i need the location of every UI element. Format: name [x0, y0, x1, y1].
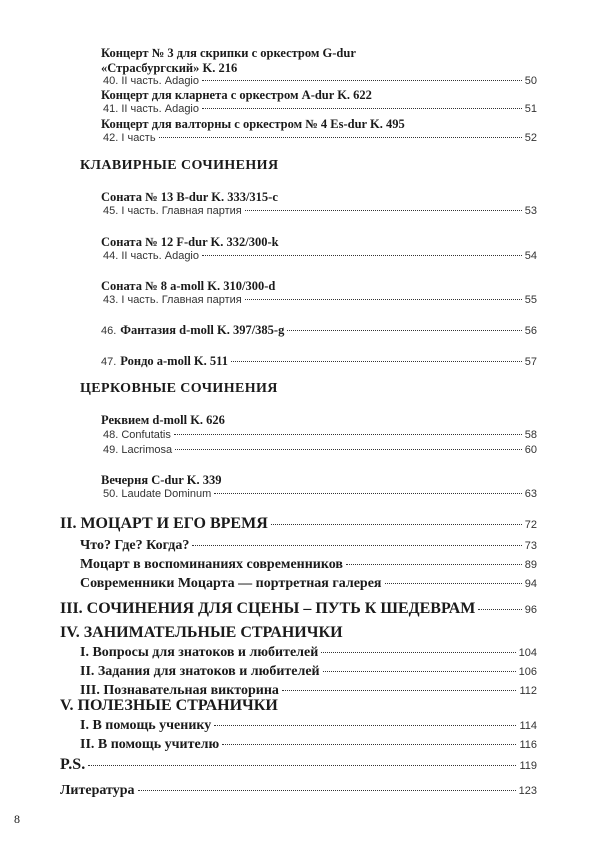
toc-entry-portrait-gallery[interactable] — [80, 576, 537, 592]
entry-title: II. Задания для знатоков и любителей — [80, 664, 320, 679]
dot-leader — [214, 493, 522, 494]
entry-title: Моцарт в воспоминаниях современников — [80, 557, 343, 572]
section-church-works: ЦЕРКОВНЫЕ СОЧИНЕНИЯ — [80, 381, 278, 396]
toc-heading-clarinet-concerto — [101, 88, 372, 103]
toc-entry-47[interactable] — [101, 354, 537, 369]
entry-label: 42. I часть — [103, 132, 156, 144]
page-number: 89 — [524, 559, 537, 571]
dot-leader — [282, 690, 517, 691]
dot-leader — [202, 108, 522, 109]
toc-entry-memoirs[interactable] — [80, 557, 537, 573]
page-number: 63 — [524, 488, 537, 500]
toc-entry-46[interactable] — [101, 323, 537, 338]
toc-heading-horn-concerto — [101, 117, 405, 132]
page-number: 112 — [519, 685, 537, 697]
toc-entry-43[interactable] — [103, 294, 537, 306]
entry-title: Соната № 8 a-moll K. 310/300-d — [101, 279, 276, 293]
toc-entry-questions[interactable] — [80, 645, 537, 661]
toc-heading-vespers — [101, 473, 221, 488]
entry-title: Концерт для кларнета с оркестром A-dur K. 622 — [101, 88, 372, 102]
entry-title: Рондо a-moll K. 511 — [120, 354, 228, 368]
dot-leader — [159, 137, 522, 138]
dot-leader — [245, 210, 522, 211]
toc-entry-41[interactable] — [103, 103, 537, 115]
entry-number: 47. — [101, 356, 117, 368]
toc-entry-44[interactable] — [103, 250, 537, 262]
dot-leader — [174, 434, 522, 435]
entry-label: 45. I часть. Главная партия — [103, 205, 242, 217]
page-number: 106 — [518, 666, 537, 678]
dot-leader — [385, 583, 522, 584]
dot-leader — [321, 652, 515, 653]
entry-label: 44. II часть. Adagio — [103, 250, 199, 262]
entry-title: Современники Моцарта — портретная галерея — [80, 576, 382, 591]
toc-heading-concerto-3-line1 — [101, 46, 356, 61]
dot-leader — [346, 564, 522, 565]
page-number: 51 — [524, 103, 537, 115]
dot-leader — [175, 449, 522, 450]
dot-leader — [88, 765, 516, 766]
dot-leader — [478, 609, 521, 610]
entry-title: Что? Где? Когда? — [80, 538, 190, 553]
entry-title: Соната № 13 B-dur K. 333/315-c — [101, 190, 278, 204]
page-number: 72 — [524, 519, 537, 531]
toc-heading-sonata-12 — [101, 235, 279, 250]
entry-label: 40. II часть. Adagio — [103, 75, 199, 87]
dot-leader — [231, 361, 522, 362]
toc-entry-50[interactable] — [103, 488, 537, 500]
page-number: 96 — [524, 604, 537, 616]
page-number: 56 — [524, 325, 537, 337]
page-number: 55 — [524, 294, 537, 306]
toc-part-2[interactable] — [60, 515, 537, 533]
toc-entry-42[interactable] — [103, 132, 537, 144]
toc-entry-what-where-when[interactable] — [80, 538, 537, 554]
toc-part-5 — [60, 697, 278, 715]
part-title: V. ПОЛЕЗНЫЕ СТРАНИЧКИ — [60, 697, 278, 714]
part-title: III. СОЧИНЕНИЯ ДЛЯ СЦЕНЫ – ПУТЬ К ШЕДЕВРАМ — [60, 600, 476, 617]
dot-leader — [192, 545, 521, 546]
page-number: 54 — [524, 250, 537, 262]
dot-leader — [202, 80, 522, 81]
dot-leader — [214, 725, 516, 726]
page-number: 58 — [524, 429, 537, 441]
page-folio: 8 — [14, 812, 20, 826]
page-number: 119 — [519, 760, 537, 772]
part-title: II. МОЦАРТ И ЕГО ВРЕМЯ — [60, 515, 268, 532]
toc-ps[interactable] — [60, 756, 537, 774]
dot-leader — [323, 671, 516, 672]
toc-entry-49[interactable] — [103, 444, 537, 456]
toc-entry-48[interactable] — [103, 429, 537, 441]
entry-title: Соната № 12 F-dur K. 332/300-k — [101, 235, 279, 249]
dot-leader — [271, 524, 522, 525]
entry-title: «Страсбургский» K. 216 — [101, 61, 238, 75]
entry-title: I. В помощь ученику — [80, 718, 212, 733]
toc-heading-sonata-13 — [101, 190, 278, 205]
page-number: 104 — [518, 647, 537, 659]
dot-leader — [202, 255, 522, 256]
dot-leader — [222, 744, 516, 745]
part-title: P.S. — [60, 756, 86, 773]
dot-leader — [287, 330, 521, 331]
page-number: 114 — [519, 720, 537, 732]
entry-label: 49. Lacrimosa — [103, 444, 173, 456]
page-number: 52 — [524, 132, 537, 144]
entry-number: 46. — [101, 325, 117, 337]
toc-heading-sonata-8 — [101, 279, 275, 294]
entry-title: II. В помощь учителю — [80, 737, 220, 752]
entry-title: Концерт № 3 для скрипки с оркестром G-dur — [101, 46, 356, 60]
page-number: 94 — [524, 578, 537, 590]
page-number: 123 — [518, 785, 537, 797]
entry-title: Реквием d-moll K. 626 — [101, 413, 225, 427]
toc-entry-40[interactable] — [103, 75, 537, 87]
entry-label: 48. Confutatis — [103, 429, 171, 441]
entry-title: I. Вопросы для знатоков и любителей — [80, 645, 319, 660]
entry-title: Фантазия d-moll K. 397/385-g — [120, 323, 285, 337]
entry-title: Литература — [60, 783, 135, 798]
entry-title: III. Познавательная викторина — [80, 683, 279, 698]
entry-label: 50. Laudate Dominum — [103, 488, 212, 500]
entry-title: Вечерня C-dur K. 339 — [101, 473, 222, 487]
toc-heading-requiem — [101, 413, 225, 428]
toc-entry-for-student[interactable] — [80, 718, 537, 734]
dot-leader — [138, 790, 516, 791]
toc-literature[interactable] — [60, 783, 537, 799]
section-keyboard-works: КЛАВИРНЫЕ СОЧИНЕНИЯ — [80, 158, 279, 173]
entry-title: Концерт для валторны с оркестром № 4 Es-dur K. 495 — [101, 117, 405, 131]
page-number: 57 — [524, 356, 537, 368]
entry-label: 41. II часть. Adagio — [103, 103, 199, 115]
part-title: IV. ЗАНИМАТЕЛЬНЫЕ СТРАНИЧКИ — [60, 624, 343, 641]
page-number: 50 — [524, 75, 537, 87]
page-number: 73 — [524, 540, 537, 552]
toc-entry-tasks[interactable] — [80, 664, 537, 680]
toc-entry-45[interactable] — [103, 205, 537, 217]
dot-leader — [245, 299, 522, 300]
toc-heading-concerto-3-line2 — [101, 61, 237, 76]
page-number: 53 — [524, 205, 537, 217]
toc-entry-for-teacher[interactable] — [80, 737, 537, 753]
page-number: 116 — [519, 739, 537, 751]
page-number: 60 — [524, 444, 537, 456]
toc-part-3[interactable] — [60, 600, 537, 618]
entry-label: 43. I часть. Главная партия — [103, 294, 242, 306]
toc-part-4 — [60, 624, 343, 642]
